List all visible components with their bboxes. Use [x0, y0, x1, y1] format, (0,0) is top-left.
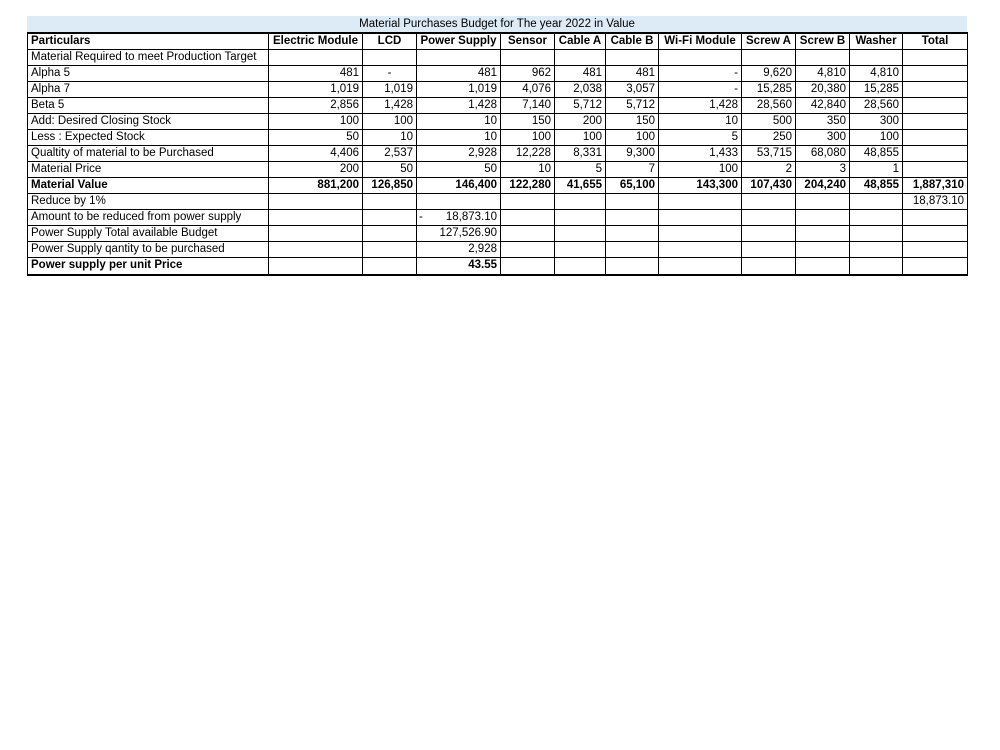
data-cell[interactable] [659, 210, 742, 226]
data-cell[interactable] [555, 258, 606, 275]
table-row [28, 114, 968, 130]
data-cell[interactable] [555, 226, 606, 242]
data-cell[interactable]: 42,840 [796, 98, 850, 114]
data-cell[interactable]: 4,810 [850, 66, 903, 82]
data-cell[interactable]: 100 [555, 130, 606, 146]
data-cell[interactable] [501, 194, 555, 210]
table-row [28, 66, 968, 82]
data-cell[interactable]: 9,620 [742, 66, 796, 82]
data-cell[interactable]: 100 [850, 130, 903, 146]
sheet-title: Material Purchases Budget for The year 2022 in Value [27, 16, 967, 32]
data-cell[interactable] [742, 226, 796, 242]
data-cell[interactable]: - [659, 66, 742, 82]
data-cell[interactable]: 250 [742, 130, 796, 146]
data-cell[interactable] [363, 50, 417, 66]
table-row [28, 146, 968, 162]
data-cell[interactable]: 41,655 [555, 178, 606, 194]
data-cell[interactable] [269, 242, 363, 258]
data-cell[interactable]: 1,019 [269, 82, 363, 98]
data-cell[interactable]: 18,873.10 [903, 194, 968, 210]
data-cell[interactable]: 7 [606, 162, 659, 178]
data-cell[interactable]: 1 [850, 162, 903, 178]
data-cell[interactable] [269, 50, 363, 66]
data-cell[interactable]: 68,080 [796, 146, 850, 162]
data-cell[interactable] [796, 226, 850, 242]
data-cell[interactable] [501, 242, 555, 258]
data-cell[interactable]: 50 [417, 162, 501, 178]
data-cell[interactable]: 100 [501, 130, 555, 146]
data-cell[interactable]: 1,019 [363, 82, 417, 98]
data-cell[interactable] [659, 226, 742, 242]
data-cell[interactable]: 1,433 [659, 146, 742, 162]
data-cell[interactable] [903, 210, 968, 226]
data-cell[interactable] [269, 258, 363, 275]
data-cell[interactable]: 10 [417, 130, 501, 146]
table-row [28, 162, 968, 178]
data-cell[interactable]: 300 [850, 114, 903, 130]
data-cell[interactable] [903, 146, 968, 162]
data-cell[interactable]: 12,228 [501, 146, 555, 162]
data-cell[interactable]: - [659, 82, 742, 98]
data-cell[interactable] [796, 194, 850, 210]
data-cell[interactable] [850, 50, 903, 66]
header-cell[interactable]: Screw A [742, 33, 796, 50]
data-cell[interactable]: 2,928 [417, 146, 501, 162]
row-label-cell[interactable]: Amount to be reduced from power supply [28, 210, 269, 226]
data-cell[interactable]: 481 [269, 66, 363, 82]
table-row [28, 130, 968, 146]
data-cell[interactable]: 15,285 [742, 82, 796, 98]
row-label-cell[interactable]: Reduce by 1% [28, 194, 269, 210]
data-cell[interactable] [903, 114, 968, 130]
data-cell[interactable] [417, 50, 501, 66]
row-label-cell[interactable]: Less : Expected Stock [28, 130, 269, 146]
data-cell[interactable] [850, 242, 903, 258]
data-cell[interactable] [606, 50, 659, 66]
data-cell[interactable]: 4,406 [269, 146, 363, 162]
data-cell[interactable] [796, 258, 850, 275]
row-label-cell[interactable]: Add: Desired Closing Stock [28, 114, 269, 130]
data-cell[interactable]: 150 [606, 114, 659, 130]
data-cell[interactable]: 5,712 [606, 98, 659, 114]
data-cell[interactable]: 1,887,310 [903, 178, 968, 194]
table-row [28, 98, 968, 114]
data-cell[interactable]: 122,280 [501, 178, 555, 194]
header-cell[interactable]: Screw B [796, 33, 850, 50]
data-cell[interactable]: 15,285 [850, 82, 903, 98]
data-cell[interactable] [796, 50, 850, 66]
row-label-cell[interactable]: Beta 5 [28, 98, 269, 114]
data-cell[interactable]: 500 [742, 114, 796, 130]
data-cell[interactable]: 100 [659, 162, 742, 178]
row-label-cell[interactable]: Power Supply Total available Budget [28, 226, 269, 242]
data-cell[interactable]: 48,855 [850, 146, 903, 162]
cell-value: 18,873.10 [445, 211, 497, 223]
data-cell[interactable]: 43.55 [417, 258, 501, 275]
data-cell[interactable] [903, 162, 968, 178]
data-cell[interactable] [796, 210, 850, 226]
data-cell[interactable] [850, 194, 903, 210]
data-cell[interactable]: 143,300 [659, 178, 742, 194]
data-cell[interactable] [363, 210, 417, 226]
data-cell[interactable]: 100 [363, 114, 417, 130]
data-cell[interactable] [363, 194, 417, 210]
header-cell[interactable]: Cable A [555, 33, 606, 50]
data-cell[interactable]: 28,560 [742, 98, 796, 114]
data-cell[interactable] [742, 210, 796, 226]
data-cell[interactable] [742, 50, 796, 66]
row-label-cell[interactable]: Power Supply qantity to be purchased [28, 242, 269, 258]
data-cell[interactable] [363, 226, 417, 242]
data-cell[interactable]: 50 [363, 162, 417, 178]
data-cell[interactable]: 9,300 [606, 146, 659, 162]
data-cell[interactable] [659, 258, 742, 275]
data-cell[interactable] [659, 50, 742, 66]
data-cell[interactable] [501, 50, 555, 66]
table-row [28, 178, 968, 194]
negative-sign: - [419, 211, 423, 223]
row-label-cell[interactable]: Qualtity of material to be Purchased [28, 146, 269, 162]
data-cell[interactable]: 350 [796, 114, 850, 130]
data-cell[interactable] [606, 242, 659, 258]
data-cell[interactable] [903, 242, 968, 258]
data-cell[interactable] [555, 50, 606, 66]
data-cell[interactable]: 150 [501, 114, 555, 130]
data-cell[interactable] [606, 226, 659, 242]
data-cell[interactable] [796, 242, 850, 258]
data-cell[interactable]: 2 [742, 162, 796, 178]
data-cell[interactable]: 3 [796, 162, 850, 178]
data-cell[interactable]: 481 [417, 66, 501, 82]
header-cell[interactable]: Total [903, 33, 968, 50]
data-cell[interactable]: - [363, 66, 417, 82]
data-cell[interactable] [903, 258, 968, 275]
data-cell[interactable] [606, 210, 659, 226]
data-cell[interactable]: 8,331 [555, 146, 606, 162]
data-cell[interactable]: 7,140 [501, 98, 555, 114]
header-row [28, 33, 968, 50]
header-cell[interactable]: Power Supply [417, 33, 501, 50]
data-cell[interactable] [501, 258, 555, 275]
row-label-cell[interactable]: Material Value [28, 178, 269, 194]
data-cell[interactable]: 2,537 [363, 146, 417, 162]
table-row [28, 226, 968, 242]
data-cell[interactable]: 204,240 [796, 178, 850, 194]
data-cell[interactable]: 1,428 [417, 98, 501, 114]
table-body [28, 50, 968, 275]
data-cell[interactable]: 100 [606, 130, 659, 146]
data-cell[interactable]: 100 [269, 114, 363, 130]
data-cell[interactable]: 481 [606, 66, 659, 82]
table-row [28, 82, 968, 98]
data-cell[interactable]: 126,850 [363, 178, 417, 194]
row-label-cell[interactable]: Material Price [28, 162, 269, 178]
data-cell[interactable] [742, 194, 796, 210]
data-cell[interactable] [269, 194, 363, 210]
data-cell[interactable] [501, 226, 555, 242]
data-cell[interactable]: 962 [501, 66, 555, 82]
data-cell[interactable]: 10 [659, 114, 742, 130]
data-cell[interactable]: 2,928 [417, 242, 501, 258]
data-cell[interactable]: 881,200 [269, 178, 363, 194]
data-cell[interactable] [903, 226, 968, 242]
data-cell[interactable]: 53,715 [742, 146, 796, 162]
data-cell[interactable]: 2,856 [269, 98, 363, 114]
data-cell[interactable]: 10 [363, 130, 417, 146]
row-label-cell[interactable]: Power supply per unit Price [28, 258, 269, 275]
table-row [28, 210, 968, 226]
data-cell[interactable] [417, 194, 501, 210]
data-cell[interactable]: 2,038 [555, 82, 606, 98]
data-cell[interactable]: 5 [555, 162, 606, 178]
data-cell[interactable] [555, 194, 606, 210]
data-cell[interactable] [555, 242, 606, 258]
data-cell[interactable] [903, 98, 968, 114]
data-cell[interactable]: 5 [659, 130, 742, 146]
data-cell[interactable]: 10 [501, 162, 555, 178]
data-cell[interactable] [903, 66, 968, 82]
data-cell[interactable]: 200 [269, 162, 363, 178]
row-label-cell[interactable]: Material Required to meet Production Target [28, 50, 269, 66]
data-cell[interactable]: 481 [555, 66, 606, 82]
data-cell[interactable] [269, 226, 363, 242]
data-cell[interactable] [555, 210, 606, 226]
data-cell[interactable] [742, 242, 796, 258]
data-cell[interactable] [417, 210, 501, 226]
header-cell[interactable]: Washer [850, 33, 903, 50]
header-cell[interactable]: LCD [363, 33, 417, 50]
data-cell[interactable]: 65,100 [606, 178, 659, 194]
data-cell[interactable] [903, 130, 968, 146]
data-cell[interactable]: 1,019 [417, 82, 501, 98]
data-cell[interactable]: 200 [555, 114, 606, 130]
row-label-cell[interactable]: Alpha 7 [28, 82, 269, 98]
table-row [28, 50, 968, 66]
data-cell[interactable] [606, 194, 659, 210]
data-cell[interactable]: 146,400 [417, 178, 501, 194]
data-cell[interactable]: 4,810 [796, 66, 850, 82]
header-cell[interactable]: Wi-Fi Module [659, 33, 742, 50]
spreadsheet [27, 16, 967, 276]
data-cell[interactable]: 127,526.90 [417, 226, 501, 242]
data-cell[interactable]: 20,380 [796, 82, 850, 98]
data-cell[interactable] [903, 50, 968, 66]
data-cell[interactable]: 300 [796, 130, 850, 146]
data-cell[interactable]: 4,076 [501, 82, 555, 98]
data-cell[interactable] [363, 242, 417, 258]
row-label-cell[interactable]: Alpha 5 [28, 66, 269, 82]
data-cell[interactable] [850, 226, 903, 242]
header-cell[interactable]: Cable B [606, 33, 659, 50]
data-cell[interactable] [363, 258, 417, 275]
data-cell[interactable]: 1,428 [659, 98, 742, 114]
data-cell[interactable] [903, 82, 968, 98]
data-cell[interactable]: 28,560 [850, 98, 903, 114]
header-cell[interactable]: Sensor [501, 33, 555, 50]
table-row [28, 258, 968, 275]
table-row [28, 242, 968, 258]
data-cell[interactable] [269, 210, 363, 226]
data-cell[interactable] [659, 242, 742, 258]
data-cell[interactable]: 50 [269, 130, 363, 146]
data-cell[interactable]: 10 [417, 114, 501, 130]
data-cell[interactable]: 3,057 [606, 82, 659, 98]
header-cell[interactable]: Particulars [28, 33, 269, 50]
budget-table [27, 32, 968, 276]
data-cell[interactable]: 1,428 [363, 98, 417, 114]
data-cell[interactable] [742, 258, 796, 275]
data-cell[interactable] [501, 210, 555, 226]
data-cell[interactable] [850, 210, 903, 226]
data-cell[interactable] [606, 258, 659, 275]
data-cell[interactable]: 107,430 [742, 178, 796, 194]
header-cell[interactable]: Electric Module [269, 33, 363, 50]
data-cell[interactable] [850, 258, 903, 275]
data-cell[interactable]: 5,712 [555, 98, 606, 114]
table-row [28, 194, 968, 210]
data-cell[interactable]: 48,855 [850, 178, 903, 194]
data-cell[interactable] [659, 194, 742, 210]
